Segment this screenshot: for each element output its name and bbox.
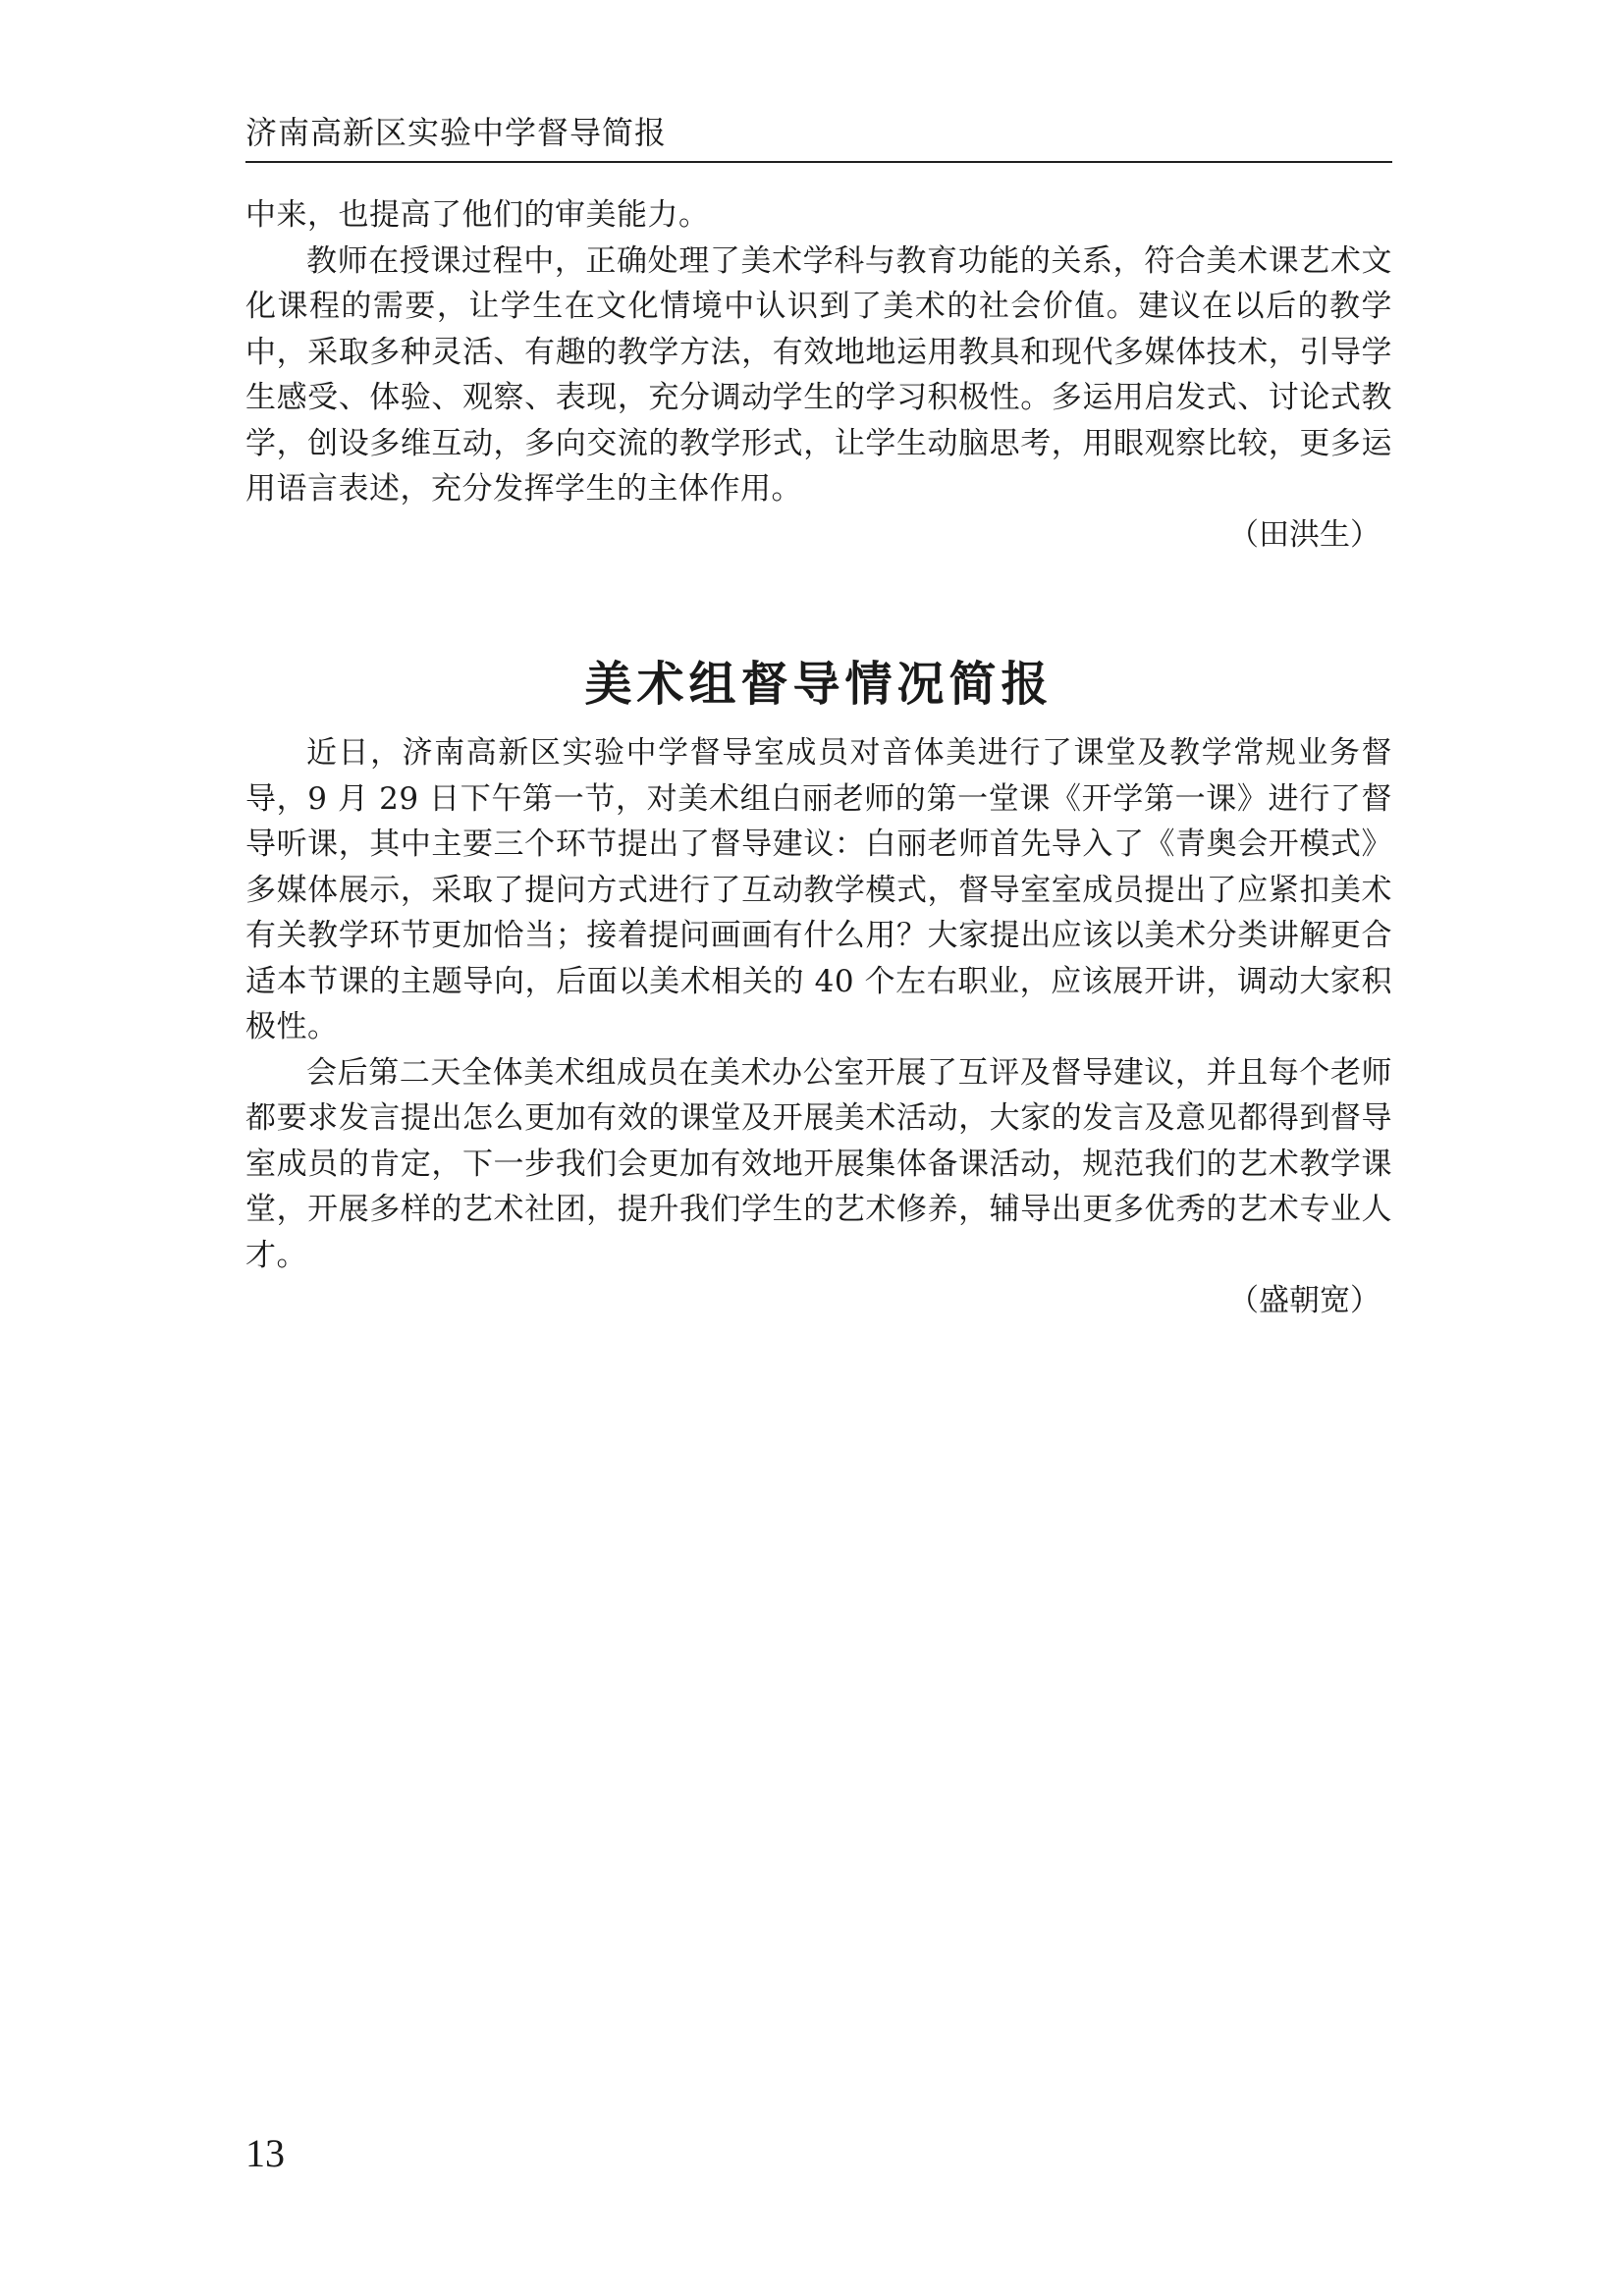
author-signature: （盛朝宽） <box>1228 1283 1380 1318</box>
article-body <box>245 730 1392 1324</box>
header-title: 济南高新区实验中学督导简报 <box>245 114 668 151</box>
section-title: 美术组督导情况简报 <box>584 657 1054 712</box>
paragraph: 近日，济南高新区实验中学督导室成员对音体美进行了课堂及教学常规业务督导，9 月 29 日下午第一节，对美术组白丽老师的第一堂课《开学第一课》进行了督导听课，其中主要三个环节提出了督导建议：白丽老师首先导入了《青奥会开模式》多媒体展示，采取了提问方式进行了互动教学模式，督导室室成员提出了应紧扣美术有关教学环节更加恰当；接着提问画画有什么用？大家提出应该以美术分类讲解更合适本节课的主题导向，后面以美术相关的 40 个左右职业，应该展开讲，调动大家积极性。 <box>245 735 1392 1044</box>
paragraph: 会后第二天全体美术组成员在美术办公室开展了互评及督导建议，并且每个老师都要求发言提出怎么更加有效的课堂及开展美术活动，大家的发言及意见都得到督导室成员的肯定，下一步我们会更加有效地开展集体备课活动，规范我们的艺术教学课堂，开展多样的艺术社团，提升我们学生的艺术修养，辅导出更多优秀的艺术专业人才。 <box>245 1054 1392 1273</box>
author-signature: （田洪生） <box>1228 516 1380 553</box>
article-continuation <box>245 192 1392 558</box>
paragraph: 教师在授课过程中，正确处理了美术学科与教育功能的关系，符合美术课艺术文化课程的需要，让学生在文化情境中认识到了美术的社会价值。建议在以后的教学中，采取多种灵活、有趣的教学方法，有效地地运用教具和现代多媒体技术，引导学生感受、体验、观察、表现，充分调动学生的学习积极性。多运用启发式、讨论式教学，创设多维互动，多向交流的教学形式，让学生动脑思考，用眼观察比较，更多运用语言表述，充分发挥学生的主体作用。 <box>245 242 1392 507</box>
page-number: 13 <box>245 2131 285 2175</box>
running-header <box>245 110 1392 163</box>
paragraph: 中来，也提高了他们的审美能力。 <box>245 197 710 233</box>
